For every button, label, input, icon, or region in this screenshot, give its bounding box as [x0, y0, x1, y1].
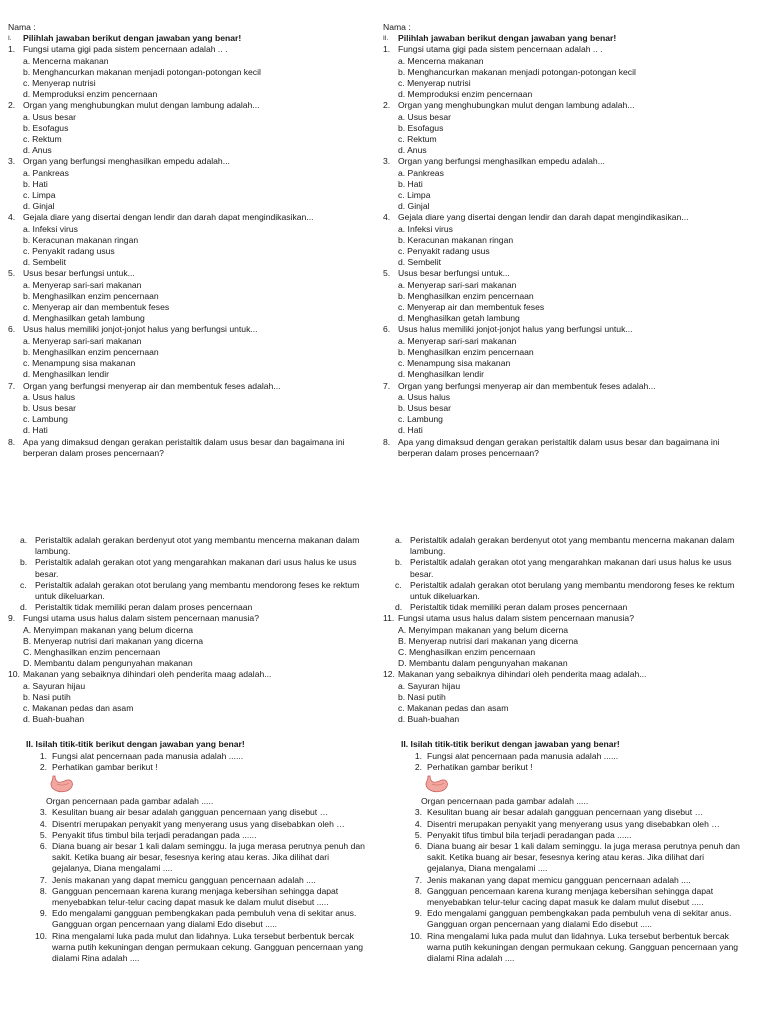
question-11: [383, 613, 753, 624]
q8-option: [8, 580, 378, 602]
question-2: [383, 100, 753, 111]
essay-item: [8, 807, 378, 818]
essay-item: [383, 751, 753, 762]
essay-number: 8.: [39, 885, 47, 896]
essay-item: [8, 762, 378, 773]
question-text: Fungsi utama usus halus dalam sistem pencernaan manusia?: [398, 613, 634, 624]
option-text: Peristaltik tidak memiliki peran dalam proses pencernaan: [35, 602, 253, 613]
answer-option: d. Memproduksi enzim pencernaan: [23, 89, 158, 100]
question-number: 7.: [383, 380, 391, 391]
q8-option: [8, 535, 378, 557]
question-text: Apa yang dimaksud dengan gerakan peristaltik dalam usus besar dan bagaimana ini berperan dalam proses pencernaan?: [398, 436, 720, 458]
question-text: Organ yang berfungsi menyerap air dan membentuk feses adalah...: [23, 380, 281, 391]
worksheet-column-left: [8, 22, 378, 964]
q8-option: [383, 602, 753, 613]
answer-option: b. Usus besar: [23, 402, 77, 413]
option-text: Peristaltik adalah gerakan berdenyut otot yang membantu mencerna makanan dalam lambung.: [410, 534, 735, 557]
essay-text: Disentri merupakan penyakit yang menyerang usus yang disebabkan oleh …: [52, 818, 345, 829]
answer-option: d. Hati: [23, 425, 48, 436]
essay-number: 5.: [39, 829, 47, 840]
answer-option: D. Membantu dalam pengunyahan makanan: [23, 658, 193, 669]
essay-text: Edo mengalami gangguan pembengkakan pada pembuluh vena di sekitar anus. Gangguan organ pencernaan yang dialami Edo disebut .....: [52, 908, 357, 930]
answer-option: b. Esofagus: [23, 122, 69, 133]
answer-option: a. Usus halus: [23, 391, 76, 402]
answer-option: b. Menghancurkan makanan menjadi potongan-potongan kecil: [398, 66, 636, 77]
essay-number: 3.: [414, 807, 422, 818]
question-number: 3.: [383, 156, 391, 167]
essay-number: 1.: [39, 750, 47, 761]
answer-option: a. Infeksi virus: [23, 223, 78, 234]
answer-option: c. Lambung: [23, 414, 68, 425]
question-text: Usus halus memiliki jonjot-jonjot halus yang berfungsi untuk...: [398, 324, 633, 335]
essay-number: 10.: [35, 930, 47, 941]
question-text: Organ yang berfungsi menghasilkan empedu adalah...: [398, 156, 605, 167]
question-number: 6.: [383, 324, 391, 335]
answer-option: d. Ginjal: [398, 201, 430, 212]
essay-number: 6.: [414, 841, 422, 851]
answer-option: d. Sembelit: [23, 257, 66, 268]
question-number: 2.: [383, 100, 391, 111]
answer-option: b. Menghasilkan enzim pencernaan: [23, 290, 159, 301]
answer-option: a. Usus besar: [23, 111, 77, 122]
section2-title: II. Isilah titik-titik berikut dengan jawaban yang benar!: [26, 739, 245, 750]
essay-text: Penyakit tifus timbul bila terjadi peradangan pada ......: [427, 829, 632, 840]
answer-option: b. Keracunan makanan ringan: [23, 234, 139, 245]
answer-option: b. Nasi putih: [398, 691, 446, 702]
answer-option: c. Menampung sisa makanan: [398, 358, 511, 369]
question-number: 4.: [383, 212, 391, 223]
option-text: Peristaltik adalah gerakan berdenyut otot yang membantu mencerna makanan dalam lambung.: [35, 534, 360, 557]
essay-text: Diana buang air besar 1 kali dalam seminggu. Ia juga merasa perutnya penuh dan sakit. Ketika buang air besar, fesesnya kering atau keras. Jika dilihat dari gejalanya, Diana mengalami ....: [52, 841, 365, 874]
answer-option: b. Menghasilkan enzim pencernaan: [23, 346, 159, 357]
essay-item: [383, 819, 753, 830]
essay-text: Jenis makanan yang dapat memicu gangguan pencernaan adalah ....: [427, 874, 691, 885]
answer-option: c. Penyakit radang usus: [398, 246, 490, 257]
essay-number: 1.: [414, 750, 422, 761]
option-text: Peristaltik adalah gerakan otot yang mengarahkan makanan dari usus halus ke usus besar.: [35, 557, 357, 579]
option-text: Peristaltik adalah gerakan otot yang mengarahkan makanan dari usus halus ke usus besar.: [410, 557, 732, 579]
answer-option: d. Anus: [398, 145, 427, 156]
essay-item: [8, 908, 378, 930]
answer-option: d. Menghasilkan lendir: [23, 369, 109, 380]
question-text: Makanan yang sebaiknya dihindari oleh penderita maag adalah...: [398, 669, 647, 680]
question-2: [8, 100, 378, 111]
essay-text: Kesulitan buang air besar adalah gangguan pencernaan yang disebut …: [52, 807, 329, 818]
section1-heading: [383, 33, 753, 44]
option-letter: d.: [20, 602, 28, 613]
answer-option: B. Menyerap nutrisi dari makanan yang dicerna: [23, 635, 204, 646]
answer-option: a. Infeksi virus: [398, 223, 453, 234]
question-text: Fungsi utama gigi pada sistem pencernaan adalah .. .: [398, 44, 603, 55]
answer-option: A. Menyimpan makanan yang belum dicerna: [23, 624, 194, 635]
question-number: 8.: [383, 436, 391, 447]
answer-option: b. Menghasilkan enzim pencernaan: [398, 346, 534, 357]
question-text: Usus besar berfungsi untuk...: [398, 268, 510, 279]
question-number: 4.: [8, 212, 16, 223]
answer-option: c. Rektum: [398, 134, 437, 145]
question-number: 1.: [383, 44, 391, 55]
essay-number: 9.: [39, 908, 47, 919]
stomach-icon: [48, 775, 74, 793]
essay-text: Edo mengalami gangguan pembengkakan pada pembuluh vena di sekitar anus. Gangguan organ pencernaan yang dialami Edo disebut .....: [427, 908, 732, 930]
answer-option: d. Menghasilkan getah lambung: [23, 313, 145, 324]
answer-option: a. Sayuran hijau: [23, 680, 86, 691]
section2-title: II. Isilah titik-titik berikut dengan jawaban yang benar!: [401, 739, 620, 750]
answer-option: a. Menyerap sari-sari makanan: [398, 279, 517, 290]
option-letter: b.: [20, 557, 28, 568]
question-1: [383, 44, 753, 55]
question-text: Usus halus memiliki jonjot-jonjot halus yang berfungsi untuk...: [23, 324, 258, 335]
essay-text: Rina mengalami luka pada mulut dan lidahnya. Luka tersebut berbentuk bercak warna putih kekuningan dengan permukaan cekung. Gangguan pencernaan yang dialami Rina adalah ....: [427, 930, 739, 964]
option-letter: c.: [395, 579, 402, 590]
essay-item: [8, 875, 378, 886]
question-5: [8, 268, 378, 279]
answer-option: a. Sayuran hijau: [398, 680, 461, 691]
answer-option: b. Nasi putih: [23, 691, 71, 702]
figure-caption: Organ pencernaan pada gambar adalah .....: [46, 796, 214, 807]
question-4: [383, 212, 753, 223]
answer-option: a. Usus besar: [398, 111, 452, 122]
answer-option: c. Penyakit radang usus: [23, 246, 115, 257]
answer-option: d. Buah-buahan: [398, 714, 460, 725]
question-text: Organ yang menghubungkan mulut dengan lambung adalah...: [398, 100, 635, 111]
section1-title: Pilihlah jawaban berikut dengan jawaban yang benar!: [23, 33, 242, 44]
question-number: 5.: [8, 268, 16, 279]
question-text: Organ yang berfungsi menghasilkan empedu adalah...: [23, 156, 230, 167]
essay-item: [383, 830, 753, 841]
answer-option: c. Menyerap nutrisi: [398, 78, 471, 89]
essay-text: Perhatikan gambar berikut !: [427, 761, 533, 772]
question-text: Fungsi utama gigi pada sistem pencernaan adalah .. .: [23, 44, 228, 55]
section1-numeral: II.: [383, 35, 389, 43]
question-text: Fungsi utama usus halus dalam sistem pencernaan manusia?: [23, 613, 259, 624]
q8-option: [383, 580, 753, 602]
question-text: Gejala diare yang disertai dengan lendir dan darah dapat mengindikasikan...: [23, 212, 314, 223]
option-text: Peristaltik adalah gerakan otot berulang yang membantu mendorong feses ke rektum untuk dikeluarkan.: [410, 579, 735, 601]
essay-number: 6.: [39, 841, 47, 851]
answer-option: d. Ginjal: [23, 201, 55, 212]
answer-option: d. Anus: [23, 145, 52, 156]
question-6: [8, 324, 378, 335]
answer-space: [383, 459, 753, 535]
essay-text: Fungsi alat pencernaan pada manusia adalah ......: [52, 750, 244, 761]
answer-option: c. Lambung: [398, 414, 443, 425]
answer-option: b. Esofagus: [398, 122, 444, 133]
question-text: Organ yang berfungsi menyerap air dan membentuk feses adalah...: [398, 380, 656, 391]
essay-item: [8, 886, 378, 908]
answer-option: d. Menghasilkan getah lambung: [398, 313, 520, 324]
answer-option: c. Rektum: [23, 134, 62, 145]
answer-option: a. Menyerap sari-sari makanan: [398, 335, 517, 346]
question-number: 6.: [8, 324, 16, 335]
answer-option: c. Limpa: [23, 190, 56, 201]
option-text: Peristaltik adalah gerakan otot berulang yang membantu mendorong feses ke rektum untuk dikeluarkan.: [35, 579, 360, 601]
essay-number: 2.: [414, 761, 422, 772]
option-letter: a.: [20, 534, 28, 545]
essay-item: [383, 931, 753, 965]
question-number: 8.: [8, 436, 16, 447]
section1-heading: [8, 33, 378, 44]
question-text: Organ yang menghubungkan mulut dengan lambung adalah...: [23, 100, 260, 111]
figure-caption: Organ pencernaan pada gambar adalah .....: [421, 796, 589, 807]
answer-option: a. Mencerna makanan: [23, 55, 109, 66]
answer-option: b. Hati: [23, 178, 48, 189]
essay-item: [383, 807, 753, 818]
q8-option: [383, 557, 753, 579]
question-number: 5.: [383, 268, 391, 279]
answer-option: b. Hati: [398, 178, 423, 189]
q8-option: [8, 602, 378, 613]
question-number: 9.: [8, 613, 16, 624]
answer-space: [8, 459, 378, 535]
answer-option: b. Keracunan makanan ringan: [398, 234, 514, 245]
answer-option: c. Makanan pedas dan asam: [398, 702, 509, 713]
question-text: Usus besar berfungsi untuk...: [23, 268, 135, 279]
question-number: 2.: [8, 100, 16, 111]
option-letter: a.: [395, 534, 403, 545]
answer-option: C. Menghasilkan enzim pencernaan: [23, 646, 161, 657]
question-9: [8, 613, 378, 624]
essay-item: [8, 819, 378, 830]
essay-number: 10.: [410, 930, 422, 941]
essay-text: Kesulitan buang air besar adalah gangguan pencernaan yang disebut …: [427, 807, 704, 818]
answer-option: d. Hati: [398, 425, 423, 436]
q8-option: [383, 535, 753, 557]
essay-item: [383, 762, 753, 773]
answer-option: d. Memproduksi enzim pencernaan: [398, 89, 533, 100]
essay-text: Rina mengalami luka pada mulut dan lidahnya. Luka tersebut berbentuk bercak warna putih kekuningan dengan permukaan cekung. Gangguan pencernaan yang dialami Rina adalah ....: [52, 930, 364, 964]
essay-item: [383, 886, 753, 908]
question-number: 12.: [383, 669, 395, 680]
answer-option: a. Mencerna makanan: [398, 55, 484, 66]
answer-option: A. Menyimpan makanan yang belum dicerna: [398, 624, 569, 635]
question-number: 11.: [383, 613, 395, 624]
q8-option: [8, 557, 378, 579]
option-text: Peristaltik tidak memiliki peran dalam proses pencernaan: [410, 602, 628, 613]
essay-item: [383, 875, 753, 886]
answer-option: c. Makanan pedas dan asam: [23, 702, 134, 713]
essay-text: Diana buang air besar 1 kali dalam seminggu. Ia juga merasa perutnya penuh dan sakit. Ketika buang air besar, fesesnya kering atau keras. Jika dilihat dari gejalanya, Diana mengalami ....: [427, 841, 740, 874]
essay-item: [8, 841, 378, 875]
answer-option: b. Usus besar: [398, 402, 452, 413]
question-number: 1.: [8, 44, 16, 55]
question-1: [8, 44, 378, 55]
answer-option: c. Menyerap air dan membentuk feses: [398, 302, 545, 313]
answer-option: C. Menghasilkan enzim pencernaan: [398, 646, 536, 657]
answer-option: B. Menyerap nutrisi dari makanan yang dicerna: [398, 635, 579, 646]
essay-text: Disentri merupakan penyakit yang menyerang usus yang disebabkan oleh …: [427, 818, 720, 829]
question-4: [8, 212, 378, 223]
essay-text: Jenis makanan yang dapat memicu gangguan pencernaan adalah ....: [52, 874, 316, 885]
answer-option: b. Menghancurkan makanan menjadi potongan-potongan kecil: [23, 66, 261, 77]
essay-item: [8, 830, 378, 841]
answer-option: a. Pankreas: [398, 167, 444, 178]
question-text: Makanan yang sebaiknya dihindari oleh penderita maag adalah...: [23, 669, 272, 680]
essay-number: 4.: [39, 818, 47, 829]
name-label: Nama :: [383, 22, 411, 32]
option-letter: b.: [395, 557, 403, 568]
essay-text: Perhatikan gambar berikut !: [52, 761, 158, 772]
question-10: [8, 669, 378, 680]
section1-numeral: I.: [8, 35, 12, 43]
essay-number: 3.: [39, 807, 47, 818]
answer-option: a. Usus halus: [398, 391, 451, 402]
question-5: [383, 268, 753, 279]
option-letter: d.: [395, 602, 403, 613]
answer-option: c. Menyerap nutrisi: [23, 78, 96, 89]
answer-option: d. Buah-buahan: [23, 714, 85, 725]
question-text: Gejala diare yang disertai dengan lendir dan darah dapat mengindikasikan...: [398, 212, 689, 223]
essay-number: 7.: [414, 874, 422, 885]
answer-option: b. Menghasilkan enzim pencernaan: [398, 290, 534, 301]
question-8: [383, 437, 753, 459]
answer-option: c. Menyerap air dan membentuk feses: [23, 302, 170, 313]
essay-number: 4.: [414, 818, 422, 829]
essay-number: 8.: [414, 885, 422, 896]
essay-number: 9.: [414, 908, 422, 919]
answer-option: c. Menampung sisa makanan: [23, 358, 136, 369]
question-7: [8, 381, 378, 392]
option-letter: c.: [20, 579, 27, 590]
answer-option: a. Pankreas: [23, 167, 69, 178]
question-3: [383, 156, 753, 167]
essay-text: Gangguan pencernaan karena kurang menjaga kebersihan sehingga dapat menyebabkan telur-telur cacing dapat masuk ke dalam mulut disebut .....: [52, 885, 339, 908]
question-7: [383, 381, 753, 392]
essay-text: Fungsi alat pencernaan pada manusia adalah ......: [427, 750, 619, 761]
answer-option: c. Limpa: [398, 190, 431, 201]
question-number: 7.: [8, 380, 16, 391]
question-8: [8, 437, 378, 459]
essay-text: Gangguan pencernaan karena kurang menjaga kebersihan sehingga dapat menyebabkan telur-telur cacing dapat masuk ke dalam mulut disebut .....: [427, 885, 714, 908]
essay-item: [383, 908, 753, 930]
essay-number: 5.: [414, 829, 422, 840]
essay-number: 2.: [39, 761, 47, 772]
name-label: Nama :: [8, 22, 36, 32]
worksheet-column-right: [383, 22, 753, 964]
question-number: 10.: [8, 669, 20, 680]
answer-option: D. Membantu dalam pengunyahan makanan: [398, 658, 568, 669]
question-text: Apa yang dimaksud dengan gerakan peristaltik dalam usus besar dan bagaimana ini berperan dalam proses pencernaan?: [23, 436, 345, 458]
essay-text: Penyakit tifus timbul bila terjadi peradangan pada ......: [52, 829, 257, 840]
essay-item: [8, 931, 378, 965]
question-number: 3.: [8, 156, 16, 167]
stomach-icon: [423, 775, 449, 793]
answer-option: a. Menyerap sari-sari makanan: [23, 335, 142, 346]
answer-option: d. Sembelit: [398, 257, 441, 268]
answer-option: a. Menyerap sari-sari makanan: [23, 279, 142, 290]
question-6: [383, 324, 753, 335]
question-12: [383, 669, 753, 680]
question-3: [8, 156, 378, 167]
answer-option: d. Menghasilkan lendir: [398, 369, 484, 380]
essay-item: [383, 841, 753, 875]
section1-title: Pilihlah jawaban berikut dengan jawaban yang benar!: [398, 33, 617, 44]
essay-number: 7.: [39, 874, 47, 885]
essay-item: [8, 751, 378, 762]
